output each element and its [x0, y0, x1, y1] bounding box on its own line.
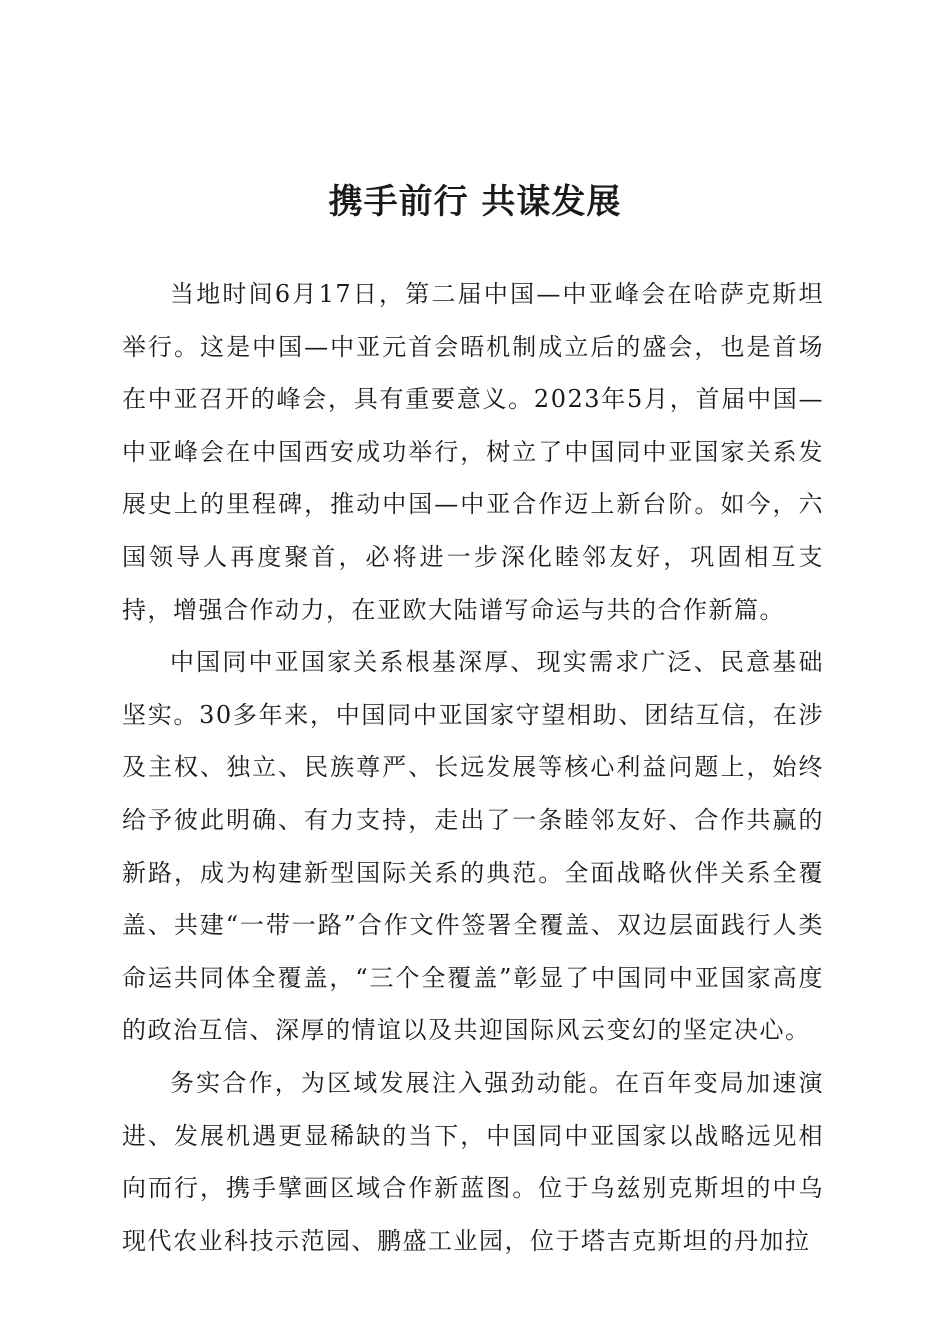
- paragraph-1: 当地时间6月17日，第二届中国—中亚峰会在哈萨克斯坦举行。这是中国—中亚元首会晤机制成立后的盛会，也是首场在中亚召开的峰会，具有重要意义。2023年5月，首届中国—中亚峰会在中国西安成功举行，树立了中国同中亚国家关系发展史上的里程碑，推动中国—中亚合作迈上新台阶。如今，六国领导人再度聚首，必将进一步深化睦邻友好，巩固相互支持，增强合作动力，在亚欧大陆谱写命运与共的合作新篇。: [122, 280, 824, 624]
- document-title: 携手前行 共谋发展: [328, 182, 622, 222]
- paragraph-3: 务实合作，为区域发展注入强劲动能。在百年变局加速演进、发展机遇更显稀缺的当下，中国同中亚国家以战略远见相向而行，携手擘画区域合作新蓝图。位于乌兹别克斯坦的中乌现代农业科技示范园、鹏盛工业园，位于塔吉克斯坦的丹加拉: [122, 1068, 824, 1255]
- document-body: [122, 268, 824, 1267]
- paragraph-2: 中国同中亚国家关系根基深厚、现实需求广泛、民意基础坚实。30多年来，中国同中亚国家守望相助、团结互信，在涉及主权、独立、民族尊严、长远发展等核心利益问题上，始终给予彼此明确、有力支持，走出了一条睦邻友好、合作共赢的新路，成为构建新型国际关系的典范。全面战略伙伴关系全覆盖、共建“一带一路”合作文件签署全覆盖、双边层面践行人类命运共同体全覆盖，“三个全覆盖”彰显了中国同中亚国家高度的政治互信、深厚的情谊以及共迎国际风云变幻的坚定决心。: [122, 648, 824, 1045]
